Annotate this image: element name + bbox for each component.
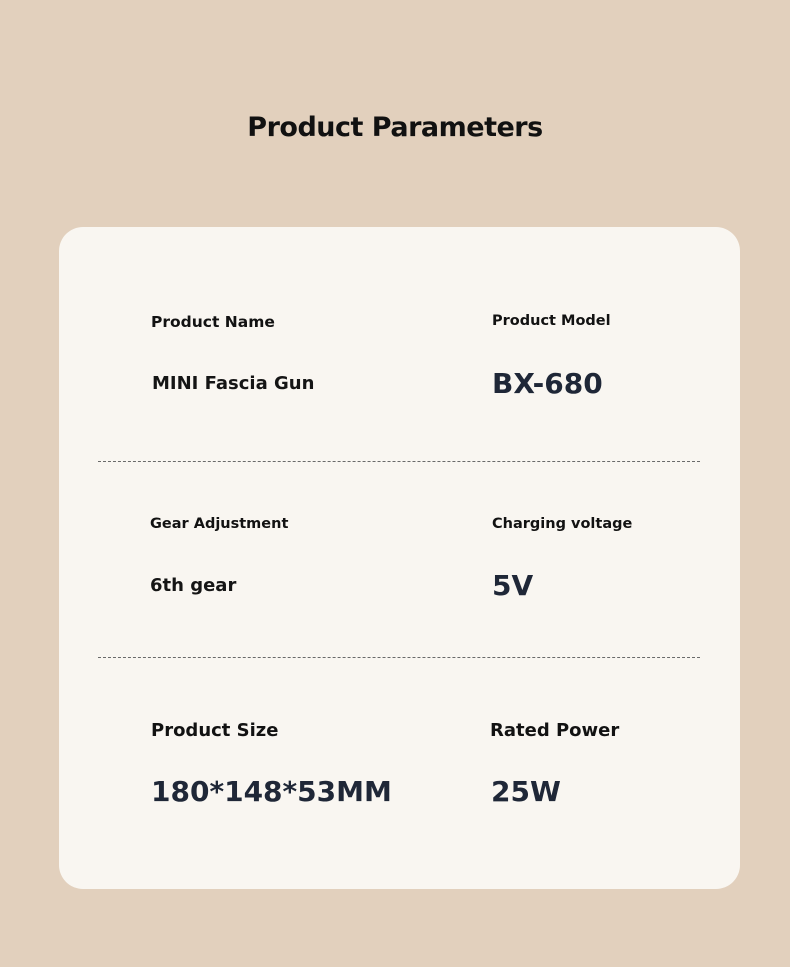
dashed-divider	[98, 657, 700, 658]
charging-voltage-label: Charging voltage	[492, 516, 633, 532]
product-name-label: Product Name	[151, 313, 275, 331]
product-size-value: 180*148*53MM	[151, 775, 392, 808]
product-name-value: MINI Fascia Gun	[152, 373, 315, 394]
rated-power-value: 25W	[491, 775, 561, 808]
charging-voltage-value: 5V	[492, 569, 534, 602]
product-model-label: Product Model	[492, 313, 611, 329]
rated-power-label: Rated Power	[490, 720, 620, 741]
page-title: Product Parameters	[247, 112, 543, 143]
parameters-card	[59, 227, 740, 889]
product-model-value: BX-680	[492, 367, 603, 400]
gear-adjustment-value: 6th gear	[150, 575, 237, 596]
product-size-label: Product Size	[151, 720, 279, 741]
dashed-divider	[98, 461, 700, 462]
gear-adjustment-label: Gear Adjustment	[150, 516, 289, 532]
